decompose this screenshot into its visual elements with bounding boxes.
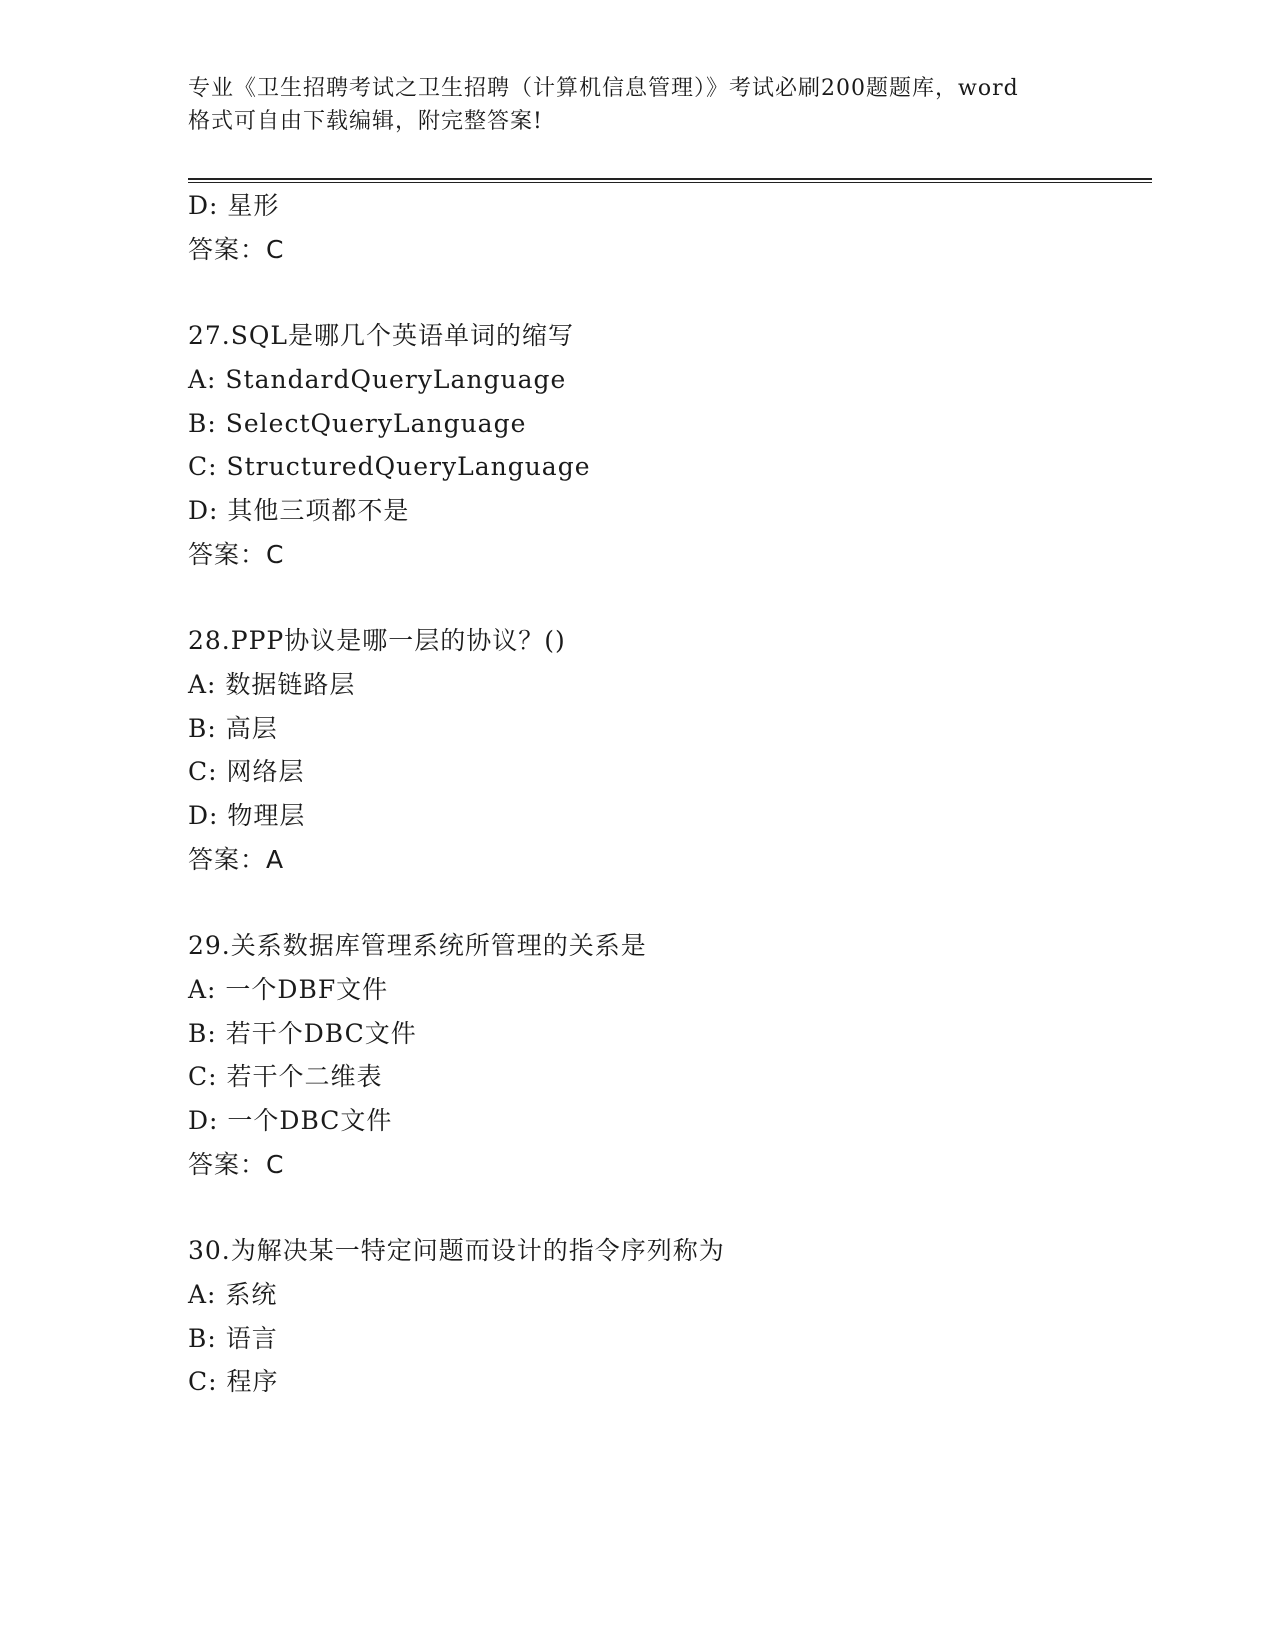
option-d: D: 一个DBC文件 — [188, 1106, 393, 1135]
option-c: C: 若干个二维表 — [188, 1062, 383, 1091]
option-a: A: StandardQueryLanguage — [188, 365, 567, 394]
answer: 答案：C — [188, 540, 285, 569]
option-a: A: 一个DBF文件 — [188, 975, 389, 1004]
option-a: A: 系统 — [188, 1280, 278, 1309]
prev-answer: 答案：C — [188, 235, 285, 264]
option-d: D: 其他三项都不是 — [188, 496, 410, 525]
header-line-2: 格式可自由下载编辑，附完整答案! — [188, 109, 543, 134]
prev-option-d: D: 星形 — [188, 191, 280, 220]
question-title: 27.SQL是哪几个英语单词的缩写 — [188, 321, 574, 350]
question-title: 28.PPP协议是哪一层的协议？() — [188, 626, 566, 655]
document-header — [188, 72, 1088, 138]
answer: 答案：C — [188, 1150, 285, 1179]
header-line-1: 专业《卫生招聘考试之卫生招聘（计算机信息管理）》考试必刷200题题库，word — [188, 76, 1019, 101]
option-b: B: SelectQueryLanguage — [188, 409, 527, 438]
option-c: C: 程序 — [188, 1367, 279, 1396]
header-divider — [188, 178, 1152, 183]
answer: 答案：A — [188, 845, 285, 874]
option-b: B: 若干个DBC文件 — [188, 1019, 417, 1048]
option-b: B: 高层 — [188, 714, 278, 743]
option-a: A: 数据链路层 — [188, 670, 356, 699]
option-d: D: 物理层 — [188, 801, 306, 830]
option-c: C: 网络层 — [188, 757, 305, 786]
question-title: 30.为解决某一特定问题而设计的指令序列称为 — [188, 1236, 725, 1265]
option-b: B: 语言 — [188, 1324, 278, 1353]
option-c: C: StructuredQueryLanguage — [188, 452, 591, 481]
question-title: 29.关系数据库管理系统所管理的关系是 — [188, 931, 647, 960]
